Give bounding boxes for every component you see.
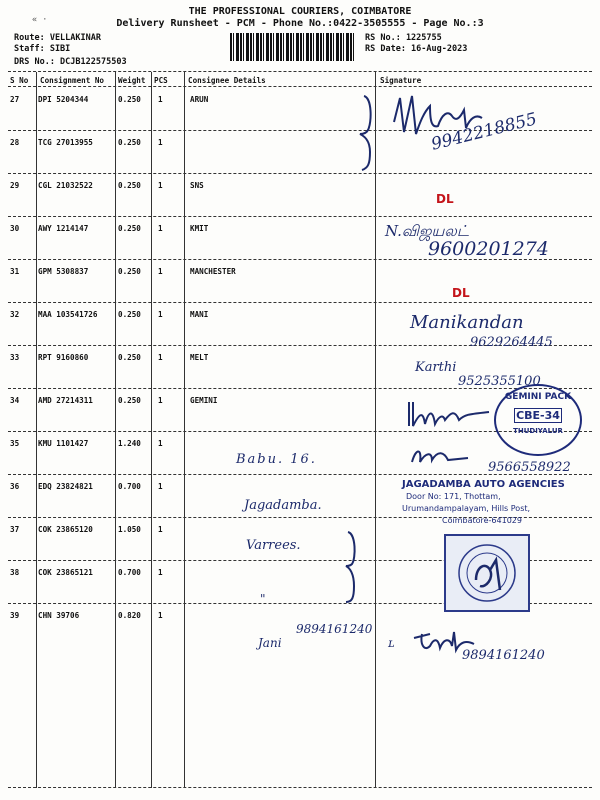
barcode-image (230, 33, 356, 61)
row-sno: 34 (10, 396, 20, 405)
row-weight: 0.250 (118, 267, 141, 276)
note-35: Babu. 16. (236, 452, 317, 467)
signature-33-name: Karthi (415, 360, 457, 375)
row-consignment: AMD 27214311 (38, 396, 93, 405)
signature-39-phone: 9894161240 (462, 648, 545, 663)
row-pcs: 1 (158, 568, 163, 577)
row-sno: 36 (10, 482, 20, 491)
row-consignee: MELT (190, 353, 209, 362)
row-sno: 39 (10, 611, 20, 620)
row-sno: 35 (10, 439, 20, 448)
gemini-stamp-code: CBE-34 (514, 408, 562, 423)
row-pcs: 1 (158, 267, 163, 276)
signature-30-phone: 9600201274 (428, 238, 549, 260)
seal-emblem (446, 536, 528, 610)
brace-mark (358, 92, 380, 172)
row-weight: 0.700 (118, 568, 141, 577)
row-consignment: COK 23865121 (38, 568, 93, 577)
row-separator (8, 173, 592, 174)
signature-30-name: N.விஜயலட் (385, 222, 469, 240)
rs-number: RS No.: 1225755 (365, 33, 442, 43)
col-pcs-header: PCS (154, 76, 168, 85)
row-consignment: RPT 9160860 (38, 353, 89, 362)
row-consignment: EDQ 23824821 (38, 482, 93, 491)
drs-number: DRS No.: DCJB122575503 (14, 57, 127, 67)
row-pcs: 1 (158, 611, 163, 620)
row-pcs: 1 (158, 353, 163, 362)
row-pcs: 1 (158, 138, 163, 147)
row-sno: 38 (10, 568, 20, 577)
row-weight: 0.250 (118, 310, 141, 319)
row-pcs: 1 (158, 439, 163, 448)
row-pcs: 1 (158, 95, 163, 104)
row-sno: 32 (10, 310, 20, 319)
col-signature-header: Signature (380, 76, 422, 85)
col-divider (115, 72, 116, 788)
note-39-name: Jani (258, 636, 282, 650)
col-divider (36, 72, 37, 788)
company-title: THE PROFESSIONAL COURIERS, COIMBATORE (188, 6, 412, 17)
row-sno: 31 (10, 267, 20, 276)
note-37: Varrees. (246, 538, 301, 553)
signature-33-phone: 9525355100 (458, 374, 541, 389)
col-consignee-header: Consignee Details (188, 76, 266, 85)
jagadamba-stamp-line: Urumandampalayam, Hills Post, (402, 504, 531, 513)
row-pcs: 1 (158, 310, 163, 319)
gemini-stamp-top: GEMINI PACK (504, 392, 572, 402)
row-weight: 0.700 (118, 482, 141, 491)
row-sno: 33 (10, 353, 20, 362)
row-consignee: GEMINI (190, 396, 218, 405)
dl-mark: DL (452, 286, 470, 300)
row-consignee: MANCHESTER (190, 267, 236, 276)
col-divider (375, 72, 376, 788)
signature-32-name: Manikandan (410, 312, 524, 333)
route-label: Route: VELLAKINAR (14, 33, 101, 43)
row-separator (8, 302, 592, 303)
row-consignment: CGL 21032522 (38, 181, 93, 190)
gemini-stamp-bottom: THUDIYALUR (513, 427, 563, 435)
dl-mark: DL (436, 192, 454, 206)
row-pcs: 1 (158, 181, 163, 190)
note-38: " (260, 592, 266, 606)
row-consignee: KMIT (190, 224, 209, 233)
seal-stamp (444, 534, 530, 612)
tick-mark: ʟ (388, 636, 395, 650)
row-consignment: DPI 5204344 (38, 95, 89, 104)
jagadamba-stamp-line: Door No: 171, Thottam, (406, 492, 501, 501)
signature-35 (408, 442, 478, 468)
header-bottom-rule (8, 86, 592, 87)
row-consignment: COK 23865120 (38, 525, 93, 534)
signature-35-phone: 9566558922 (488, 460, 571, 475)
row-sno: 28 (10, 138, 20, 147)
col-consignment-header: Consignment No (40, 76, 105, 85)
row-pcs: 1 (158, 525, 163, 534)
signature-27-phone: 9942218855 (429, 109, 539, 155)
row-sno: 29 (10, 181, 20, 190)
row-consignment: MAA 103541726 (38, 310, 98, 319)
row-weight: 0.250 (118, 95, 141, 104)
brace-mark (344, 530, 362, 604)
row-consignee: SNS (190, 181, 204, 190)
row-consignment: KMU 1101427 (38, 439, 89, 448)
gemini-stamp (494, 384, 582, 456)
row-weight: 0.820 (118, 611, 141, 620)
note-39-phone: 9894161240 (296, 622, 373, 636)
row-consignment: TCG 27013955 (38, 138, 93, 147)
row-consignment: AWY 1214147 (38, 224, 89, 233)
row-consignee: MANI (190, 310, 209, 319)
col-divider (151, 72, 152, 788)
staff-label: Staff: SIBI (14, 44, 71, 54)
row-weight: 0.250 (118, 224, 141, 233)
row-consignee: ARUN (190, 95, 209, 104)
signature-34 (405, 396, 495, 432)
row-weight: 1.240 (118, 439, 141, 448)
jagadamba-stamp-line: JAGADAMBA AUTO AGENCIES (402, 479, 565, 490)
col-divider (184, 72, 185, 788)
row-weight: 0.250 (118, 396, 141, 405)
rs-date: RS Date: 16-Aug-2023 (365, 44, 468, 54)
col-sno-header: S No (10, 76, 29, 85)
runsheet-title: Delivery Runsheet - PCM - Phone No.:0422-3505555 - Page No.:3 (116, 18, 484, 29)
row-weight: 0.250 (118, 353, 141, 362)
signature-32-phone: 9629264445 (470, 335, 553, 350)
row-pcs: 1 (158, 396, 163, 405)
row-consignment: CHN 39706 (38, 611, 80, 620)
row-weight: 1.050 (118, 525, 141, 534)
row-sno: 30 (10, 224, 20, 233)
col-weight-header: Weight (118, 76, 146, 85)
header-top-rule (8, 71, 592, 72)
row-weight: 0.250 (118, 138, 141, 147)
jagadamba-stamp-line: Coimbatore-641029 (442, 516, 522, 525)
row-weight: 0.250 (118, 181, 141, 190)
row-sno: 37 (10, 525, 20, 534)
row-separator (8, 787, 592, 788)
row-consignment: GPM 5308837 (38, 267, 89, 276)
note-36: Jagadamba. (244, 498, 322, 513)
row-pcs: 1 (158, 482, 163, 491)
row-pcs: 1 (158, 224, 163, 233)
row-separator (8, 216, 592, 217)
row-sno: 27 (10, 95, 20, 104)
corner-mark: « · (32, 15, 48, 25)
